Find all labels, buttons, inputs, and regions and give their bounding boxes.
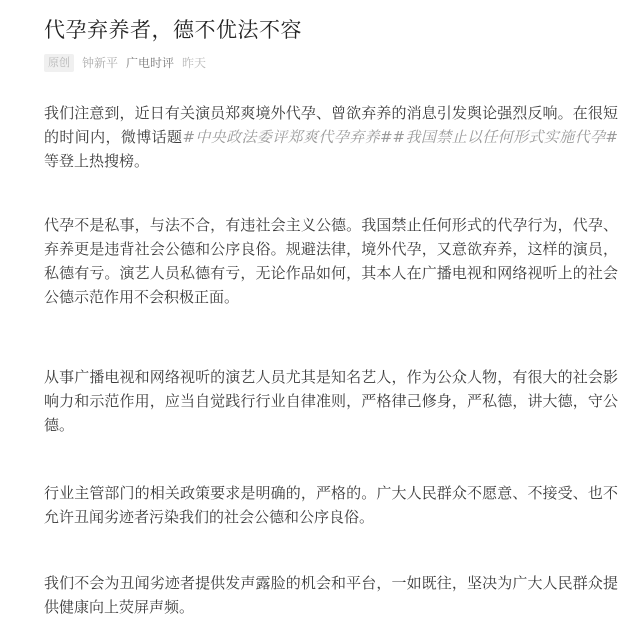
article-paragraph: 我们不会为丑闻劣迹者提供发声露脸的机会和平台，一如既往，坚决为广大人民群众提供健康向上荧屏声频。 [44,574,618,616]
author-name[interactable]: 钟新平 [82,56,119,70]
article-paragraph [44,101,618,173]
paragraph-text: 我们注意到，近日有关演员郑爽境外代孕、曾欲弃养的消息引发舆论强烈反响。在很短的时间内，微博话题 [44,104,618,146]
article-paragraph: 行业主管部门的相关政策要求是明确的，严格的。广大人民群众不愿意、不接受、也不允许丑闻劣迹者污染我们的社会公德和公序良俗。 [44,484,618,526]
article-paragraph: 代孕不是私事，与法不合，有违社会主义公德。我国禁止任何形式的代孕行为，代孕、弃养更是违背社会公德和公序良俗。规避法律，境外代孕，又意欲弃养，这样的演员，私德有亏。演艺人员私德有亏，无论作品如何，其本人在广播电视和网络视听上的社会公德示范作用不会积极正面。 [44,216,618,306]
source-account[interactable]: 广电时评 [126,56,175,70]
paragraph-text: 等登上热搜榜。 [44,152,150,170]
hashtag-link[interactable]: #我国禁止以任何形式实施代孕# [392,128,618,146]
publish-time: 昨天 [182,56,207,70]
article-meta [44,53,206,73]
original-badge: 原创 [44,54,74,72]
article-title: 代孕弃养者，德不优法不容 [44,18,302,42]
hashtag-link[interactable]: #中央政法委评郑爽代孕弃养# [182,128,393,146]
article-paragraph: 从事广播电视和网络视听的演艺人员尤其是知名艺人，作为公众人物，有很大的社会影响力和示范作用，应当自觉践行行业自律准则，严格律己修身，严私德，讲大德，守公德。 [44,368,618,434]
